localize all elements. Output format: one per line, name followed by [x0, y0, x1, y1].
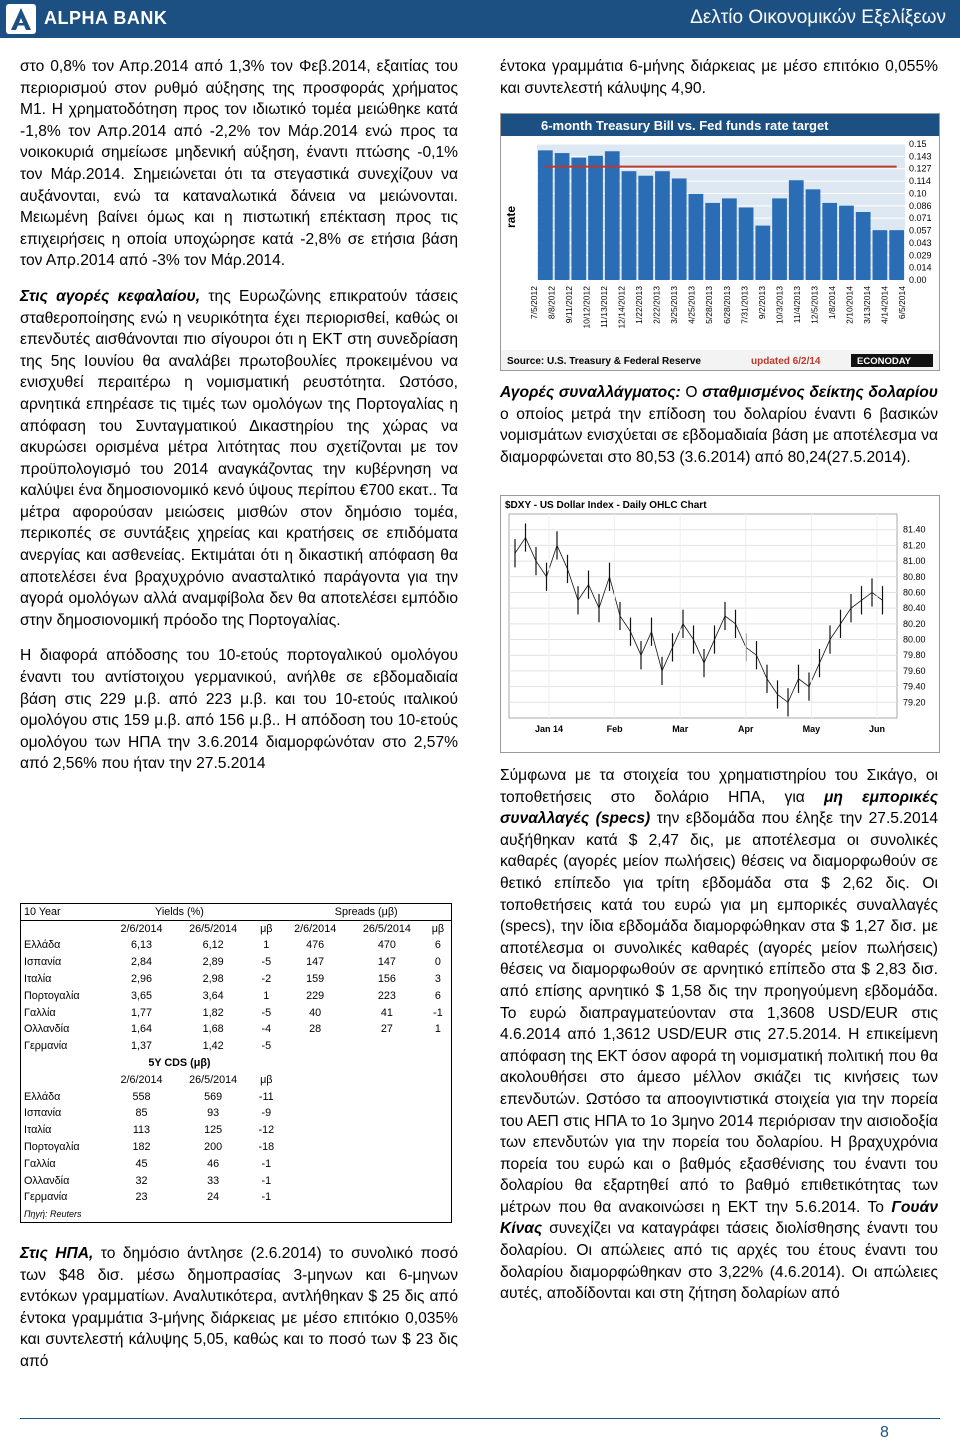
tbill-bar — [889, 230, 904, 280]
value-cell: 2,84 — [130, 956, 152, 969]
value-cell: 569 — [204, 1090, 223, 1103]
tbill-ytick: 0.15 — [909, 139, 927, 149]
value-cell: 6,12 — [202, 939, 224, 952]
value-cell: 41 — [380, 1006, 393, 1019]
tbill-xtick: 10/3/2013 — [774, 286, 785, 324]
table-subheader: μβ — [431, 922, 445, 935]
value-cell: 0 — [434, 956, 441, 969]
value-cell: -2 — [261, 973, 272, 986]
value-cell: 24 — [207, 1191, 220, 1204]
value-cell: 46 — [207, 1157, 220, 1170]
tbill-xtick: 2/22/2013 — [651, 286, 662, 324]
value-cell: 23 — [135, 1191, 148, 1204]
value-cell: -5 — [261, 1006, 272, 1019]
tbill-bar — [873, 230, 888, 280]
table-subheader: 2/6/2014 — [120, 922, 163, 935]
country-cell: Ολλανδία — [24, 1023, 70, 1036]
tbill-ytick: 0.014 — [909, 262, 932, 273]
value-cell: -9 — [261, 1107, 272, 1120]
tbill-xtick: 11/13/2012 — [599, 286, 610, 328]
table-subheader: μβ — [260, 922, 273, 935]
dxy-plot-area — [509, 514, 897, 718]
tbill-bar — [806, 189, 821, 280]
tbill-xtick: 9/2/2013 — [756, 286, 767, 320]
value-cell: 2,98 — [202, 973, 224, 986]
dxy-ytick: 81.20 — [903, 540, 926, 551]
tbill-ytick: 0.114 — [909, 176, 931, 187]
dxy-xtick: Feb — [606, 724, 623, 734]
value-cell: 476 — [306, 939, 325, 952]
country-cell: Πορτογαλία — [24, 989, 80, 1002]
dxy-xtick: Apr — [738, 724, 754, 734]
tbill-xtick: 1/8/2014 — [826, 286, 837, 320]
tbill-bar — [555, 153, 570, 280]
dxy-xtick: Jun — [868, 724, 886, 734]
capital-markets-lead: Στις αγορές κεφαλαίου, — [20, 287, 201, 305]
value-cell: 1 — [263, 989, 270, 1002]
right-column-bottom — [500, 765, 938, 1305]
tbill-ytick: 0.143 — [909, 151, 932, 162]
table-header-spreads: Spreads (μβ) — [281, 904, 451, 921]
value-cell: -1 — [261, 1157, 272, 1170]
paragraph-spreads: Η διαφορά απόδοσης του 10-ετούς πορτογαλικού ομολόγου έναντι του αντίστοιχου γερμανικού, ανήλθε σε εβδομαδιαία βάση στις 229 μ.β. από 223 μ.β. και του 10-ετούς ιταλικού ομολόγου στις 159 μ.β. από 156 μ.β.. Η απόδοση του 10-ετούς ομολόγου των ΗΠΑ την 3.6.2014 διαμορφώνόταν στο 2,57% από 2,56% που ήταν την 27.5.2014 — [20, 647, 458, 773]
right-column-mid — [500, 382, 938, 468]
dxy-ytick: 80.80 — [903, 571, 926, 582]
value-cell: -5 — [261, 1040, 272, 1053]
yields-table — [20, 903, 452, 1223]
paragraph-fx — [500, 382, 938, 468]
value-cell: 1,82 — [202, 1006, 224, 1019]
dxy-ytick: 81.40 — [903, 524, 926, 535]
country-cell: Πορτογαλία — [24, 1141, 80, 1154]
fx-text: ο οποίος μετρά την επίδοση του δολαρίου έναντι 6 βασικών νομισμάτων ενισχύεται σε εβδομαδιαία βάση με αποτέλεσμα να διαμορφώνεται στο 80,53 (3.6.2014) από 80,24(27.5.2014). — [500, 405, 938, 466]
tbill-bar — [772, 198, 787, 280]
cds-title: 5Y CDS (μβ) — [148, 1057, 211, 1070]
dxy-ytick: 81.00 — [903, 556, 926, 567]
value-cell: -5 — [261, 956, 272, 969]
tbill-xtick: 7/5/2012 — [529, 286, 539, 320]
dxy-xtick: May — [802, 724, 821, 734]
tbill-xtick: 6/5/2014 — [897, 286, 907, 320]
cftc-text-b: την εβδομάδα που έληξε την 27.5.2014 αυξήθηκαν κατά $ 2,47 δις, με αποτέλεσμα οι συνολικές καθαρές (αγορές μείον πωλήσεις) θέσεις να διαμορφωθούν σε θετικό επίπεδο για τρίτη εβδομάδα στα $ 2,62 δις. Οι τοποθετήσεις κατά του ευρώ για μη εμπορικές συναλλαγές (specs), την ίδια εβδομάδα διαμορφώθηκαν στα $ 1,27 δισ. με αποτέλεσμα οι συνολικές καθαρές (αγορές μείον πωλήσεις) θέσεις να διαμορφωθούν σε αρνητικό επίπεδο στα $ 2,83 δισ. από επίσης αρνητικό $ 1,58 δις την προηγούμενη εβδομάδα. Το ευρώ διαπραγματεύονταν στα 1,3608 USD/EUR στις 4.6.2014 από 1,3612 USD/EUR στις 27.5.2014. Η επικείμενη απόφαση της ΕΚΤ όσον αφορά τη νομισματική πολιτική που θα ακολουθήσει στο άμεσο μέλλον σκιάζει τις κινήσεις των επενδυτών. Ωστόσο τα αποογιντιστικά στοιχεία για την πορεία του ΑΕΠ στις ΗΠΑ το 1ο 3μηνο 2014 περιόρισαν την αισιοδοξία των επενδυτών για την πορεία του δολαρίου. Η βραχυχρόνια πορεία του ευρώ και ο βαθμός εξασθένισης του έναντι του δολαρίου θα εξαρτηθεί από το βαθμό επιθετικότητας των μέτρων που θα ανακοινώσει η ΕΚΤ την 5.6.2014. Το — [500, 810, 938, 1216]
dxy-ytick: 79.40 — [903, 681, 926, 692]
econoday-logo: ECONODAY — [857, 356, 912, 367]
left-column — [20, 56, 458, 775]
value-cell: 1 — [434, 1023, 441, 1036]
tbill-xtick: 3/25/2013 — [669, 286, 680, 324]
value-cell: 147 — [377, 956, 396, 969]
table-row — [21, 971, 452, 988]
value-cell: 6,13 — [130, 939, 152, 952]
tbill-bar — [588, 156, 603, 280]
country-cell: Ελλάδα — [24, 1090, 61, 1103]
paragraph-us — [20, 1243, 458, 1373]
dxy-xtick: Jan 14 — [534, 724, 564, 734]
value-cell: 156 — [377, 973, 396, 986]
value-cell: 223 — [377, 989, 396, 1002]
value-cell: 27 — [380, 1023, 393, 1036]
country-cell: Ισπανία — [24, 1107, 62, 1120]
value-cell: 6 — [434, 939, 441, 952]
table-row — [21, 1105, 452, 1122]
tbill-chart-title: 6-month Treasury Bill vs. Fed funds rate target — [541, 118, 829, 133]
value-cell: 32 — [135, 1174, 148, 1187]
tbill-xtick: 2/10/2014 — [844, 286, 855, 324]
tbill-bar — [755, 226, 770, 280]
table-row — [21, 1139, 452, 1156]
tbill-ytick: 0.029 — [909, 250, 932, 261]
tbill-ytick: 0.043 — [909, 237, 932, 248]
us-lead: Στις ΗΠΑ, — [20, 1245, 94, 1262]
table-subheader: 26/5/2014 — [189, 922, 238, 935]
value-cell: 229 — [306, 989, 325, 1002]
value-cell: 3,64 — [202, 989, 224, 1002]
value-cell: 1,77 — [130, 1006, 152, 1019]
value-cell: -1 — [433, 1006, 443, 1019]
us-text: το δημόσιο άντλησε (2.6.2014) το συνολικό ποσό των $48 δισ. μέσω δημοπρασίας 3-μηνων και 6-μηνων εντόκων γραμματίων. Αναλυτικότερα, αντλήθηκαν $ 25 δις από έντοκα γραμμάτια 3-μήνης διάρκειας με μέσο επιτόκιο 0,035% και συντελεστή κάλυψης 5,05, καθώς και το ποσό των $ 23 δις από — [20, 1245, 459, 1370]
table-row — [21, 1021, 452, 1038]
left-column-bottom — [20, 1243, 458, 1373]
dxy-ytick: 79.60 — [903, 665, 926, 676]
table-row — [21, 987, 452, 1004]
tbill-xtick: 4/25/2013 — [686, 286, 697, 324]
fx-lead: Αγορές συναλλάγματος: — [500, 384, 681, 401]
country-cell: Ελλάδα — [24, 939, 61, 952]
value-cell — [425, 1038, 452, 1055]
tbill-xtick: 7/31/2013 — [739, 286, 750, 324]
specs-lead: μη εμπορικές συναλλαγές (specs) — [500, 788, 938, 828]
tbill-ytick: 0.057 — [909, 225, 932, 236]
dollar-index-lead: σταθμισμένος δείκτης δολαρίου — [702, 384, 939, 401]
tbill-xtick: 4/14/2014 — [879, 286, 890, 324]
tbill-ytick: 0.10 — [909, 188, 927, 199]
tbill-bar — [672, 178, 687, 280]
tbill-chart-updated: updated 6/2/14 — [751, 356, 821, 367]
tbill-xtick: 5/28/2013 — [704, 286, 715, 324]
dxy-chart — [500, 495, 940, 753]
tbill-bar — [705, 203, 720, 280]
value-cell: 1,42 — [202, 1040, 224, 1053]
cds-subheader: 26/5/2014 — [189, 1073, 238, 1086]
value-cell: 6 — [434, 989, 441, 1002]
value-cell: 2,89 — [202, 956, 224, 969]
tbill-ytick: 0.00 — [909, 275, 927, 285]
dxy-xtick: Mar — [672, 724, 689, 734]
capital-markets-text: της Ευρωζώνης επικρατούν τάσεις σταθεροποίησης ενώ η νευρικότητα έχει περιορισθεί, καθώς οι επενδυτές αισθάνονται πιο σίγουροι ότι η ΕΚΤ στη συνεδρίαση της 5ης Ιουνίου θα αναλάβει πρωτοβουλίες προκειμένου να ενισχυθεί περαιτέρω η νομισματική ρευστότητα. Ωστόσο, αρνητικά επηρέασε τις τιμές των ομολόγων της Πορτογαλίας η απόφαση του Συνταγματικού Δικαστηρίου της χώρας να ακυρώσει ορισμένα μέτρα λιτότητας που σχετίζονται με τον προϋπολογισμό του 2014 αναγκάζοντας την κυβέρνηση να καλύψει ένα δημοσιονομικό κενό ύψους περίπου €700 εκατ.. Τα μέτρα αφορούσαν μειώσεις μισθών στον δημόσιο τομέα, περικοπές σε συντάξεις χηρείας και κρατήσεις σε επιδόματα ανεργίας και ασθενείας. Εκτιμάται ότι η δικαστική απόφαση θα αποτελέσει ένα βραχυχρόνιο ανασταλτικό παράγοντα για την αγορά ομολόγων αλλά αναμφίβολα δεν θα αποτελέσει εμπόδιο στην δημοσιονομική πρόοδο της Πορτογαλίας. — [20, 287, 458, 629]
value-cell: 2,96 — [130, 973, 152, 986]
tbill-bar — [689, 194, 704, 280]
tbill-bar — [571, 158, 586, 280]
value-cell: 33 — [207, 1174, 220, 1187]
value-cell: -18 — [258, 1141, 275, 1154]
value-cell: -11 — [258, 1090, 274, 1103]
dxy-ytick: 80.60 — [903, 587, 926, 598]
table-row — [21, 1172, 452, 1189]
tbill-bar — [655, 171, 670, 280]
tbill-ytick: 0.071 — [909, 213, 932, 224]
table-source: Πηγή: Reuters — [24, 1208, 82, 1219]
country-cell: Γαλλία — [24, 1006, 56, 1019]
value-cell: 182 — [132, 1141, 151, 1154]
tbill-bar — [538, 150, 553, 280]
table-row — [21, 954, 452, 971]
paragraph-capital-markets — [20, 286, 458, 632]
alpha-bank-logo-icon — [6, 4, 36, 34]
value-cell: 40 — [309, 1006, 322, 1019]
country-cell: Ιταλία — [24, 1124, 52, 1137]
page-number: 8 — [880, 1424, 889, 1441]
fx-mid: Ο — [680, 384, 703, 401]
report-title: Δελτίο Οικονομικών Εξελίξεων — [690, 7, 946, 28]
value-cell: 113 — [132, 1124, 151, 1137]
country-cell: Ιταλία — [24, 973, 52, 986]
tbill-xtick: 11/4/2013 — [791, 286, 802, 324]
table-row — [21, 1189, 452, 1206]
table-row — [21, 1038, 452, 1055]
tbill-xtick: 10/12/2012 — [581, 286, 592, 329]
tbill-xtick: 9/11/2012 — [564, 286, 575, 324]
dxy-ytick: 79.20 — [903, 697, 926, 708]
value-cell: 159 — [306, 973, 325, 986]
tbill-ytick: 0.127 — [909, 163, 932, 174]
value-cell: 1,37 — [130, 1040, 152, 1053]
tbill-xtick: 6/28/2013 — [721, 286, 732, 324]
table-row — [21, 1004, 452, 1021]
value-cell: 28 — [309, 1023, 322, 1036]
table-row — [21, 1155, 452, 1172]
dxy-ytick: 80.20 — [903, 618, 926, 629]
paragraph-credit: στο 0,8% τον Απρ.2014 από 1,3% τον Φεβ.2014, εξαιτίας του περιορισμού στον ρυθμό αύξησης της προσφοράς χρήματος Μ1. Η χρηματοδότηση προς τον ιδιωτικό τομέα μειώθηκε κατά -1,8% τον Απρ.2014 από -2,2% τον Μάρ.2014 ενώ προς τα νοικοκυριά σημείωσε μηδενική αύξηση, έναντι πτώσης -0,1% τον Μάρ.2014. Σημειώνεται ότι τα στεγαστικά συνεχίζουν να αυξάνονται, ενώ τα καταναλωτικά δάνεια να μειώνονται. Μειωμένη βαίνει όμως και η πιστωτική επέκταση προς τις επιχειρήσεις η οποία υποχώρησε κατά -2,8% σε ετήσια βάση τον Απρ.2014 από -3% τον Μάρ.2014. — [20, 58, 458, 270]
value-cell: -12 — [258, 1124, 275, 1137]
value-cell: 558 — [132, 1090, 151, 1103]
cds-subheader: 2/6/2014 — [120, 1073, 163, 1086]
paragraph-tbills: έντοκα γραμμάτια 6-μήνης διάρκειας με μέσο επιτόκιο 0,055% και συντελεστή κάλυψης 4,90. — [500, 58, 938, 97]
dxy-ytick: 79.80 — [903, 650, 926, 661]
tbill-ytick: 0.086 — [909, 200, 932, 211]
tbill-bar — [605, 151, 620, 280]
country-cell: Ισπανία — [24, 956, 62, 969]
dxy-ytick: 80.00 — [903, 634, 926, 645]
country-cell: Γερμανία — [24, 1191, 68, 1204]
value-cell: -4 — [261, 1023, 272, 1036]
tbill-xtick: 8/8/2012 — [546, 286, 557, 320]
tbill-xtick: 12/5/2013 — [809, 286, 820, 324]
cftc-text-c: συνεχίζει να καταγράφει τάσεις διολίσθησης έναντι του δολαρίου. Οι απώλειες από τις αρχές του έτους έναντι του δολαρίου διαμορφώθηκαν στο 3,22% (4.6.2014). Οι απώλειες αυτές, αποδίδονται και στη ζήτηση δολαρίων από — [500, 1220, 938, 1303]
value-cell — [281, 1038, 348, 1055]
value-cell: -1 — [261, 1174, 272, 1187]
tbill-bar — [822, 203, 837, 280]
right-column-top — [500, 56, 938, 99]
value-cell: 470 — [377, 939, 396, 952]
table-subheader: 26/5/2014 — [362, 922, 411, 935]
value-cell: 85 — [135, 1107, 148, 1120]
table-row — [21, 1088, 452, 1105]
value-cell: 3 — [434, 973, 441, 986]
cftc-text-a: Σύμφωνα με τα στοιχεία του χρηματιστηρίου του Σικάγο, οι τοποθετήσεις στο δολάριο ΗΠΑ, για — [500, 767, 938, 806]
country-cell: Γαλλία — [24, 1157, 56, 1170]
cds-subheader: μβ — [260, 1073, 273, 1086]
country-cell: Ολλανδία — [24, 1174, 70, 1187]
tbill-xtick: 3/13/2014 — [861, 286, 872, 324]
value-cell: 3,65 — [130, 989, 152, 1002]
tbill-bar — [722, 198, 737, 280]
value-cell: 1,64 — [130, 1023, 152, 1036]
table-header-10y: 10 Year — [21, 904, 108, 921]
tbill-xtick: 1/22/2013 — [634, 286, 645, 324]
tbill-bar — [638, 176, 653, 280]
tbill-chart-ylabel: rate — [504, 205, 518, 228]
value-cell: 200 — [204, 1141, 223, 1154]
table-row — [21, 1122, 452, 1139]
value-cell: 1,68 — [202, 1023, 224, 1036]
tbill-bar — [839, 206, 854, 280]
tbill-bar — [856, 212, 871, 280]
value-cell: 93 — [207, 1107, 220, 1120]
header-bar — [0, 0, 960, 38]
footer-rule — [20, 1418, 940, 1419]
tbill-xtick: 12/14/2012 — [616, 286, 627, 329]
paragraph-cftc — [500, 765, 938, 1305]
dxy-ytick: 80.40 — [903, 603, 926, 614]
tbill-chart — [500, 113, 940, 371]
table-header-yields: Yields (%) — [108, 904, 251, 921]
value-cell: 45 — [135, 1157, 148, 1170]
tbill-bar — [739, 207, 754, 280]
country-cell: Γερμανία — [24, 1040, 68, 1053]
tbill-chart-source: Source: U.S. Treasury & Federal Reserve — [507, 356, 701, 367]
table-row — [21, 937, 452, 954]
value-cell: 147 — [306, 956, 325, 969]
table-subheader: 2/6/2014 — [294, 922, 337, 935]
yuan-lead: Γουάν Κίνας — [500, 1198, 938, 1238]
value-cell: -1 — [261, 1191, 272, 1204]
tbill-bar — [622, 171, 637, 280]
brand-name: ALPHA BANK — [44, 8, 168, 28]
tbill-bar — [789, 180, 804, 280]
dxy-chart-title: $DXY - US Dollar Index - Daily OHLC Chart — [505, 500, 707, 511]
value-cell — [349, 1038, 425, 1055]
value-cell: 125 — [204, 1124, 223, 1137]
value-cell: 1 — [263, 939, 270, 952]
